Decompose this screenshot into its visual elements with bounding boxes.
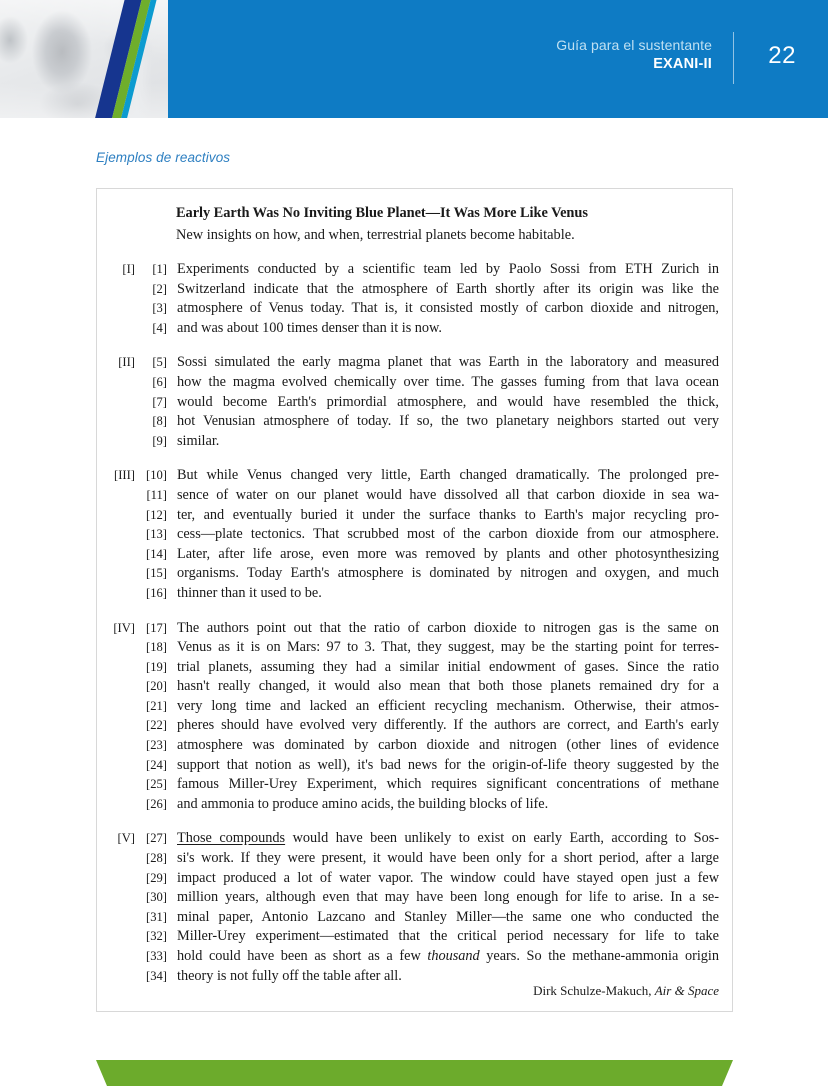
line-text: how the magma evolved chemically over time. The gasses fuming from that lava ocean [177,373,719,390]
passage-line [97,698,734,718]
header-divider [733,32,734,84]
reading-passage-box [96,188,733,1012]
line-number: [23] [146,738,167,753]
line-text: famous Miller-Urey Experiment, which requires significant concentrations of methane [177,776,719,793]
line-text: hasn't really changed, it would also mean that both those planets remained dry for a [177,678,719,695]
line-text: thinner than it used to be. [177,584,322,601]
passage-line [97,467,734,487]
line-text: organisms. Today Earth's atmosphere is dominated by nitrogen and oxygen, and much [177,565,719,582]
line-text: atmosphere of Venus today. That is, it consisted mostly of carbon dioxide and nitrogen, [177,300,719,317]
line-number: [27] [146,831,167,846]
passage-line [97,830,734,850]
line-number: [24] [146,757,167,772]
passage-paragraph [97,354,734,452]
passage-line [97,526,734,546]
passage-line [97,394,734,414]
passage-line [97,261,734,281]
line-number: [2] [152,281,167,296]
passage-line [97,374,734,394]
paragraph-marker: [II] [118,355,135,370]
line-number: [25] [146,777,167,792]
line-number: [33] [146,949,167,963]
line-number: [1] [152,262,167,276]
paragraph-marker: [IV] [113,620,135,635]
line-number: [28] [146,851,167,866]
paragraph-marker: [III] [114,468,135,483]
section-label: Ejemplos de reactivos [96,150,231,165]
line-text: Sossi simulated the early magma planet that was Earth in the laboratory and measured [177,354,719,371]
line-text: minal paper, Antonio Lazcano and Stanley Miller—the same one who conducted the [177,908,719,925]
line-text: Miller-Urey experiment—estimated that the critical period necessary for life to take [177,928,719,945]
passage-paragraphs [97,261,734,1002]
exam-label: EXANI-II [653,55,712,72]
line-number: [3] [152,301,167,316]
line-text: support that notion as well), it's bad news for the origin-of-life theory suggested by the [177,756,719,773]
passage-line [97,737,734,757]
paragraph-marker: [V] [117,831,135,846]
passage-line [97,320,734,340]
line-text: trial planets, assuming they had a similar initial endowment of gases. Since the ratio [177,658,719,675]
line-text: The authors point out that the ratio of carbon dioxide to nitrogen gas is the same on [177,619,719,636]
line-number: [15] [146,566,167,581]
line-text: similar. [177,432,220,449]
guide-label: Guía para el sustentante [556,37,712,53]
line-text: Later, after life arose, even more was removed by plants and other photosynthesizing [177,545,719,562]
line-number: [31] [146,909,167,924]
line-text: pheres should have evolved very differently. If the authors are correct, and Earth's early [177,717,719,734]
passage-line [97,639,734,659]
passage-line [97,620,734,640]
line-number: [22] [146,718,167,733]
passage-line [97,948,734,968]
passage-line [97,354,734,374]
attribution-author: Dirk Schulze-Makuch, [533,983,655,998]
header-titles [556,36,712,74]
passage-paragraph [97,261,734,339]
line-text: Switzerland indicate that the atmosphere of Earth shortly after its origin was like the [177,280,719,297]
line-text: atmosphere was dominated by carbon dioxide and nitrogen (other lines of evidence [177,737,719,754]
passage-line [97,776,734,796]
line-text: ter, and eventually buried it under the surface thanks to Earth's major recycling pro- [177,506,719,523]
passage-line [97,717,734,737]
passage-line [97,850,734,870]
paragraph-marker: [I] [122,262,135,276]
line-number: [26] [146,796,167,811]
line-number: [5] [152,355,167,370]
line-text: very long time and lacked an efficient recycling mechanism. Otherwise, their atmos- [177,697,719,714]
line-number: [8] [152,414,167,429]
passage-subtitle: New insights on how, and when, terrestrial planets become habitable. [176,227,575,243]
passage-paragraph [97,830,734,987]
passage-paragraph [97,467,734,604]
line-number: [19] [146,659,167,674]
passage-line [97,909,734,929]
line-text: si's work. If they were present, it would have been only for a short period, after a large [177,850,719,867]
footer-green-banner [96,1060,733,1086]
passage-title: Early Earth Was No Inviting Blue Planet—It Was More Like Venus [176,205,588,221]
line-text: cess—plate tectonics. That scrubbed most of the carbon dioxide from our atmosphere. [177,526,719,543]
line-text: would become Earth's primordial atmosphere, and would have resembled the thick, [177,393,719,410]
line-text: and was about 100 times denser than it is now. [177,319,442,336]
line-text: sence of water on our planet would have dissolved all that carbon dioxide in sea wa- [177,486,719,503]
attribution-source: Air & Space [654,983,719,998]
line-number: [13] [146,527,167,542]
line-number: [20] [146,679,167,694]
passage-line [97,546,734,566]
line-text: Those compounds would have been unlikely to exist on early Earth, according to Sos- [177,830,720,847]
line-number: [34] [146,968,167,983]
line-number: [30] [146,890,167,905]
passage-paragraph [97,620,734,816]
passage-line [97,300,734,320]
line-number: [14] [146,546,167,561]
passage-line [97,757,734,777]
line-number: [4] [152,320,167,335]
line-number: [6] [152,374,167,389]
line-text: But while Venus changed very little, Earth changed dramatically. The prolonged pre- [177,467,719,484]
line-number: [18] [146,640,167,655]
passage-line [97,487,734,507]
page-header [0,0,828,118]
line-number: [29] [146,870,167,885]
passage-line [97,928,734,948]
passage-attribution [533,983,719,999]
line-text: hold could have been as short as a few thousand years. So the methane-ammonia origin [177,948,719,964]
passage-line [97,870,734,890]
passage-line [97,889,734,909]
line-text: hot Venusian atmosphere of today. If so, the two planetary neighbors started out very [177,413,719,430]
passage-line [97,433,734,453]
passage-line [97,659,734,679]
line-number: [7] [152,394,167,409]
line-text: impact produced a lot of water vapor. The window could have stayed open just a few [177,869,719,886]
line-number: [9] [152,433,167,448]
line-number: [11] [146,487,167,502]
passage-line [97,565,734,585]
line-number: [17] [146,620,167,635]
line-number: [16] [146,585,167,600]
line-text: Venus as it is on Mars: 97 to 3. That, they suggest, may be the starting point for terres- [177,639,719,656]
line-text: million years, although even that may have been long enough for life to arise. In a se- [177,889,719,906]
line-text: and ammonia to produce amino acids, the building blocks of life. [177,795,549,812]
line-number: [32] [146,929,167,944]
passage-line [97,796,734,816]
line-text: Experiments conducted by a scientific team led by Paolo Sossi from ETH Zurich in [177,261,719,277]
page-number: 22 [768,42,796,69]
passage-line [97,281,734,301]
passage-line [97,507,734,527]
line-number: [12] [146,507,167,522]
line-number: [21] [146,698,167,713]
line-number: [10] [146,468,167,483]
passage-line [97,413,734,433]
passage-line [97,678,734,698]
passage-line [97,585,734,605]
line-text: theory is not fully off the table after all. [177,967,402,984]
